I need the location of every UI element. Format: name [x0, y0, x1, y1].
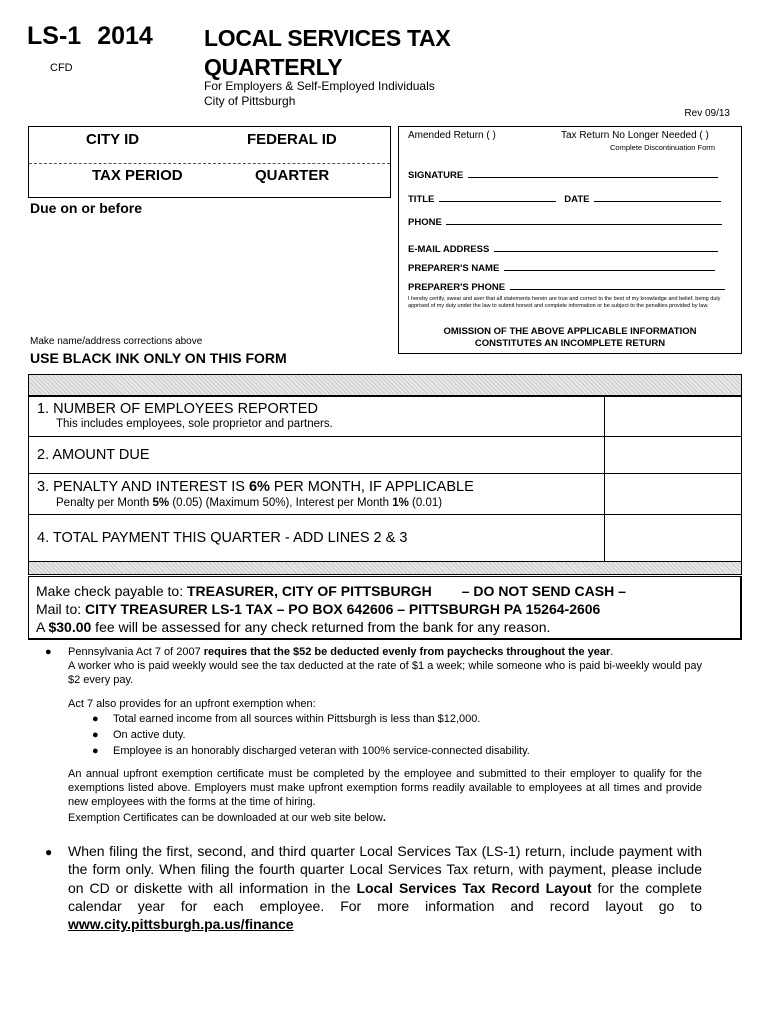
line-3-rate: 6%	[248, 479, 270, 495]
bullet-icon: ●	[92, 713, 99, 725]
black-ink-note: USE BLACK INK ONLY ON THIS FORM	[30, 350, 287, 366]
omission-warning-1: OMISSION OF THE ABOVE APPLICABLE INFORMATION	[443, 326, 697, 337]
act7-paragraph	[68, 645, 702, 687]
corrections-note: Make name/address corrections above	[30, 336, 203, 347]
filing-paragraph	[68, 842, 702, 933]
filing-text-c: for the complete calendar year for each employee. For more information and record layout go to	[68, 879, 702, 914]
signature-label: SIGNATURE	[408, 170, 464, 181]
payable-to-line	[36, 583, 626, 599]
no-cash-note: – DO NOT SEND CASH –	[461, 583, 626, 599]
line-3-text-a: 3. PENALTY AND INTEREST IS	[37, 479, 249, 495]
line-3-label	[37, 479, 474, 495]
line-1-label: 1. NUMBER OF EMPLOYEES REPORTED	[37, 401, 318, 417]
bullet-icon: ●	[45, 646, 52, 658]
payee-name: TREASURER, CITY OF PITTSBURGH	[186, 583, 432, 599]
federal-id-label: FEDERAL ID	[247, 131, 337, 148]
due-date-label: Due on or before	[30, 200, 143, 216]
date-label: DATE	[564, 194, 590, 205]
form-id-heading	[27, 22, 153, 51]
list-item	[92, 728, 712, 742]
cfd-label: CFD	[50, 62, 73, 74]
form-year: 2014	[97, 22, 153, 50]
exemption-list	[92, 712, 712, 758]
discontinuation-note: Complete Discontinuation Form	[610, 143, 716, 152]
payable-to-prefix: Make check payable to:	[36, 583, 187, 599]
quarter-label: QUARTER	[255, 167, 330, 184]
list-item	[92, 712, 712, 726]
line-3-value-field[interactable]	[604, 474, 741, 514]
line-3-penalty-rate: 5%	[152, 497, 170, 509]
shaded-header-bar	[28, 374, 742, 396]
line-1-value-field[interactable]	[604, 397, 741, 436]
bullet-icon: ●	[92, 745, 99, 757]
form-subtitle-1: For Employers & Self-Employed Individuals	[204, 79, 435, 93]
certificate-paragraph: An annual upfront exemption certificate must be completed by the employee and submitted to their employer to qualify for the exemptions listed above. Employers must make upfront exemption forms readily available to employees at all times and provide new employees with the forms at the time of hiring.	[68, 768, 702, 808]
download-period: .	[382, 812, 386, 824]
amended-return-checkbox[interactable]: Amended Return ( )	[408, 130, 496, 141]
act7-requirement: requires that the $52 be deducted evenly from paychecks throughout the year	[203, 646, 611, 658]
line-3-note-a: Penalty per Month	[56, 497, 153, 509]
title-field[interactable]	[439, 192, 556, 202]
payment-instructions-box	[28, 576, 742, 640]
filing-text-a: When filing the first, second, and third quarter Local Services Tax (LS-1) return, include payment with the form only. When filing the fourth quarter Local Services Tax return, with payment, please include on CD or diskette with all information in the	[68, 843, 702, 896]
line-1-row	[28, 396, 742, 437]
preparer-name-field[interactable]	[504, 261, 715, 271]
line-4-label: 4. TOTAL PAYMENT THIS QUARTER - ADD LINES 2 & 3	[37, 530, 408, 546]
tax-period-label: TAX PERIOD	[92, 167, 183, 184]
form-title-line1: LOCAL SERVICES TAX	[204, 25, 451, 51]
form-id: LS-1	[27, 22, 82, 50]
line-3-note	[56, 497, 442, 509]
line-4-value-field[interactable]	[604, 515, 741, 561]
certification-text: I hereby certify, swear and aver that all statements herein are true and correct to the best of my knowledge and belief, being duly apprised of my duty under the law to submit honest and complete information or be subject to the penalties provided by law.	[408, 296, 721, 309]
exemption-item-1: Total earned income from all sources within Pittsburgh is less than $12,000.	[113, 713, 481, 725]
preparer-name-label: PREPARER'S NAME	[408, 263, 500, 274]
date-field[interactable]	[594, 192, 721, 202]
mail-to-line	[36, 601, 600, 617]
line-3-interest-rate: 1%	[392, 497, 409, 509]
exemption-item-2: On active duty.	[113, 729, 186, 741]
phone-field[interactable]	[446, 215, 722, 225]
bullet-icon: ●	[92, 729, 99, 741]
no-longer-needed-checkbox[interactable]: Tax Return No Longer Needed ( )	[561, 130, 709, 141]
mail-to-prefix: Mail to:	[36, 601, 86, 617]
record-layout-name: Local Services Tax Record Layout	[356, 879, 592, 896]
preparer-phone-label: PREPARER'S PHONE	[408, 282, 506, 293]
phone-label: PHONE	[408, 217, 442, 228]
weekly-deduction-text: A worker who is paid weekly would see the tax deducted at the rate of $1 a week; while someone who is paid bi-weekly would pay $2 every pay.	[68, 660, 702, 686]
bullet-icon: ●	[45, 845, 53, 859]
line-1-note: This includes employees, sole proprietor and partners.	[56, 418, 333, 430]
returned-check-fee-line	[36, 619, 550, 635]
finance-website-link[interactable]: www.city.pittsburgh.pa.us/finance	[68, 916, 294, 933]
line-3-row	[28, 473, 742, 515]
line-3-note-e: (0.01)	[408, 497, 443, 509]
line-2-value-field[interactable]	[604, 437, 741, 473]
title-date-row	[408, 189, 721, 207]
line-3-note-c: (0.05) (Maximum 50%), Interest per Month	[169, 497, 393, 509]
line-3-text-c: PER MONTH, IF APPLICABLE	[269, 479, 474, 495]
returned-check-fee: $30.00	[48, 619, 92, 635]
signature-row	[408, 165, 724, 183]
act7-intro: Pennsylvania Act 7 of 2007	[68, 646, 204, 658]
preparer-name-row	[408, 258, 715, 276]
preparer-phone-field[interactable]	[510, 280, 725, 290]
act7-period: .	[610, 646, 614, 658]
exemption-item-3: Employee is an honorably discharged veteran with 100% service-connected disability.	[113, 745, 530, 757]
revision-label: Rev 09/13	[684, 108, 730, 119]
download-text: Exemption Certificates can be downloaded at our web site below	[68, 812, 383, 824]
exemption-intro: Act 7 also provides for an upfront exemption when:	[68, 698, 316, 710]
signature-box	[398, 126, 742, 354]
omission-warning-2: CONSTITUTES AN INCOMPLETE RETURN	[474, 338, 666, 349]
id-box-divider	[29, 163, 390, 164]
line-4-row	[28, 514, 742, 562]
shaded-footer-bar	[28, 561, 742, 575]
id-box	[28, 126, 391, 198]
title-label: TITLE	[408, 194, 435, 205]
signature-field[interactable]	[468, 168, 718, 178]
download-note	[68, 811, 386, 825]
form-title-line2: QUARTERLY	[204, 54, 343, 80]
line-2-label: 2. AMOUNT DUE	[37, 447, 150, 463]
email-label: E-MAIL ADDRESS	[408, 244, 490, 255]
phone-row	[408, 212, 722, 230]
form-subtitle-2: City of Pittsburgh	[204, 94, 296, 108]
city-id-label: CITY ID	[86, 131, 140, 148]
fee-prefix: A	[36, 619, 49, 635]
list-item	[92, 744, 712, 758]
line-2-row	[28, 436, 742, 474]
fee-suffix: fee will be assessed for any check returned from the bank for any reason.	[91, 619, 551, 635]
email-field[interactable]	[494, 242, 718, 252]
email-row	[408, 239, 718, 257]
mailing-address: CITY TREASURER LS-1 TAX – PO BOX 642606 – PITTSBURGH PA 15264-2606	[85, 601, 601, 617]
preparer-phone-row	[408, 277, 725, 295]
